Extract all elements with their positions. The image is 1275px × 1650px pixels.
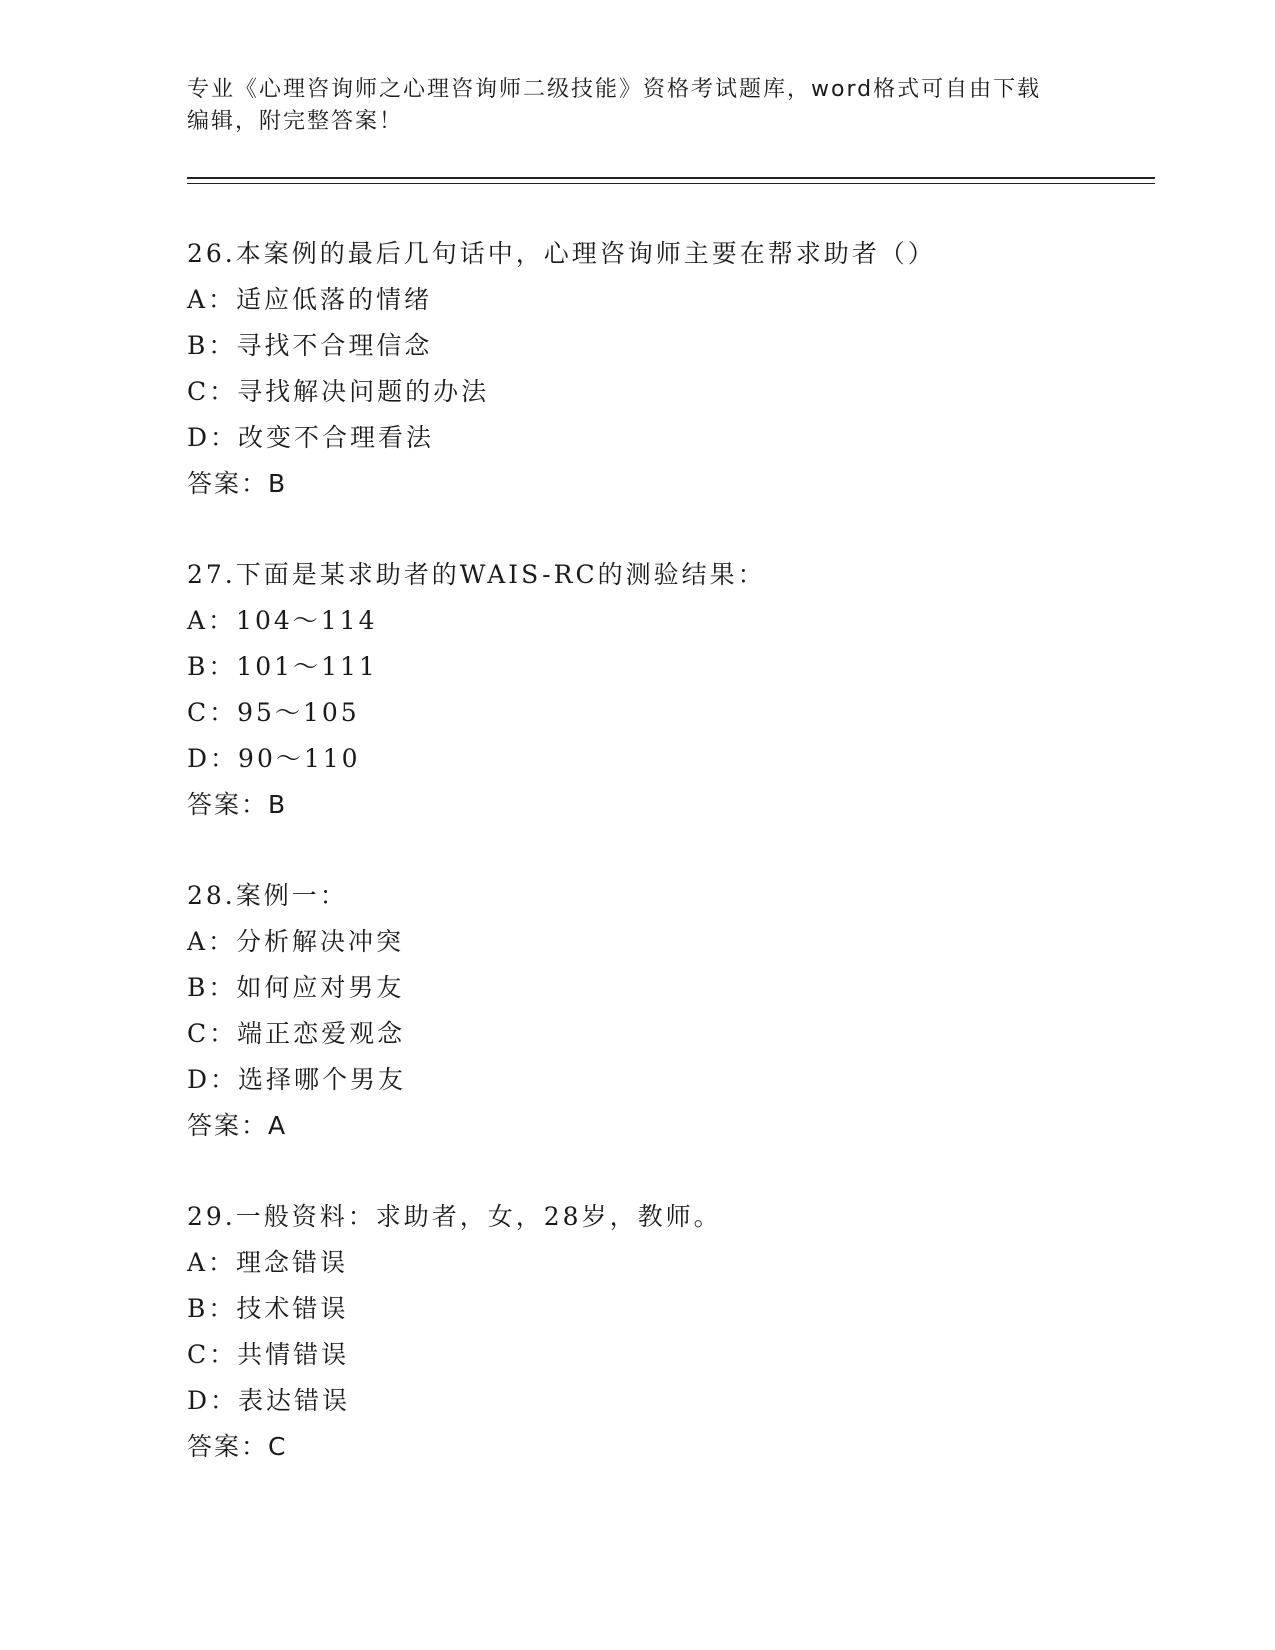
header-line-2: 编辑，附完整答案！: [187, 109, 404, 134]
header-divider-thin: [187, 183, 1155, 184]
question-27: [187, 552, 1137, 828]
document-header: [187, 74, 1067, 138]
answer-line: 答案：B: [187, 790, 288, 819]
answer-line: 答案：A: [187, 1111, 288, 1140]
question-stem: 26.本案例的最后几句话中，心理咨询师主要在帮求助者（）: [187, 239, 936, 268]
option-b: B：如何应对男友: [187, 973, 405, 1002]
option-d: D：表达错误: [187, 1386, 351, 1415]
question-stem: 28.案例一：: [187, 881, 348, 910]
option-d: D：90～110: [187, 744, 361, 773]
option-a: A：理念错误: [187, 1248, 349, 1277]
header-line-1: 专业《心理咨询师之心理咨询师二级技能》资格考试题库，word格式可自由下载: [187, 77, 1042, 102]
question-stem: 27.下面是某求助者的WAIS-RC的测验结果：: [187, 560, 766, 589]
option-d: D：改变不合理看法: [187, 423, 435, 452]
option-c: C：寻找解决问题的办法: [187, 377, 490, 406]
option-c: C：端正恋爱观念: [187, 1019, 406, 1048]
header-divider: [187, 177, 1155, 179]
option-a: A：适应低落的情绪: [187, 285, 433, 314]
question-26: [187, 231, 1137, 507]
option-b: B：101～111: [187, 652, 378, 681]
question-stem: 29.一般资料：求助者，女，28岁，教师。: [187, 1202, 722, 1231]
option-d: D：选择哪个男友: [187, 1065, 407, 1094]
option-a: A：104～114: [187, 606, 378, 635]
answer-line: 答案：B: [187, 469, 288, 498]
option-c: C：共情错误: [187, 1340, 350, 1369]
question-28: [187, 873, 1137, 1149]
answer-line: 答案：C: [187, 1432, 288, 1461]
option-a: A：分析解决冲突: [187, 927, 405, 956]
option-b: B：寻找不合理信念: [187, 331, 433, 360]
option-b: B：技术错误: [187, 1294, 349, 1323]
question-29: [187, 1194, 1137, 1470]
option-c: C：95～105: [187, 698, 360, 727]
